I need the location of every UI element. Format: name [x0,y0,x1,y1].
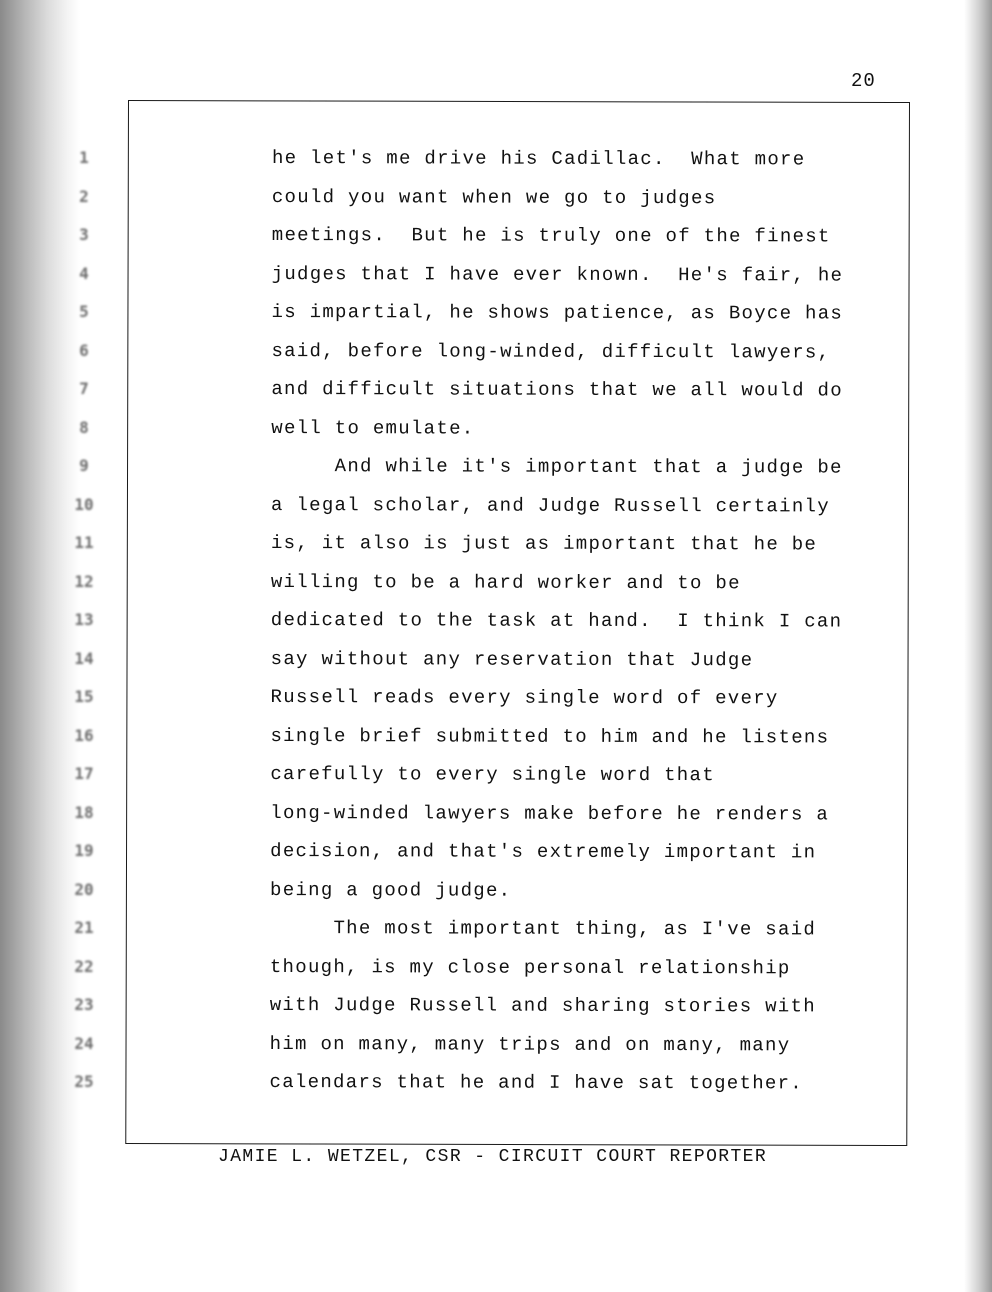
transcript-line: said, before long-winded, difficult lawyers, [271,339,831,363]
page-edge-shadow [964,0,992,1292]
line-number: 20 [74,879,94,899]
transcript-line: The most important thing, as I've said [269,916,817,941]
line-number: 6 [79,340,89,360]
transcript-line: calendars that he and I have sat together. [269,1070,804,1095]
line-number: 3 [79,225,89,244]
transcript-body [269,145,892,1109]
transcript-line: meetings. But he is truly one of the finest [271,223,831,248]
transcript-line: with Judge Russell and sharing stories with [269,993,816,1018]
line-number: 14 [74,648,94,668]
line-number: 5 [79,302,89,321]
line-number: 1 [79,148,89,167]
transcript-line: willing to be a hard worker and to be [270,570,741,594]
line-number: 4 [79,263,89,283]
line-number: 11 [74,533,94,552]
line-number-column [66,145,102,1108]
line-number: 17 [74,764,94,783]
transcript-line: long-winded lawyers make before he renders a [270,801,830,825]
line-number: 19 [74,841,94,860]
transcript-line: is impartial, he shows patience, as Boyce has [271,300,844,325]
transcript-line: carefully to every single word that [270,762,715,787]
line-number: 15 [74,687,94,706]
transcript-line: a legal scholar, and Judge Russell certainly [271,493,830,517]
transcript-line: decision, and that's extremely important in [270,839,817,864]
line-number: 16 [74,725,94,745]
transcript-line: say without any reservation that Judge [270,647,754,671]
transcript-line: And while it's important that a judge be [271,454,843,479]
line-number: 24 [74,1033,94,1053]
court-reporter-footer: JAMIE L. WETZEL, CSR - CIRCUIT COURT REPORTER [218,1147,768,1167]
line-number: 22 [74,956,94,976]
page-number: 20 [851,70,876,92]
transcript-line: judges that I have ever known. He's fair, he [271,262,844,286]
line-number: 7 [79,379,89,398]
line-number: 23 [74,995,94,1014]
line-number: 13 [74,610,94,629]
transcript-line: single brief submitted to him and he listens [270,724,830,748]
transcript-line: Russell reads every single word of every [270,685,779,710]
line-number: 18 [74,802,94,822]
line-number: 9 [79,456,89,475]
transcript-line: and difficult situations that we all would do [271,377,843,402]
transcript-line: is, it also is just as important that he be [270,531,818,556]
transcript-line: well to emulate. [271,416,475,440]
transcript-line: dedicated to the task at hand. I think I can [270,608,843,633]
line-number: 8 [79,417,89,437]
line-number: 25 [74,1072,94,1091]
line-number: 2 [79,186,89,206]
line-number: 21 [74,918,94,937]
transcript-line: he let's me drive his Cadillac. What more [271,147,806,171]
transcript-line: could you want when we go to judges [271,185,717,209]
line-number: 10 [74,494,94,514]
transcript-line: being a good judge. [270,878,512,902]
line-number: 12 [74,571,94,591]
transcript-line: him on many, many trips and on many, many [269,1032,791,1056]
transcript-line: though, is my close personal relationship [269,955,791,979]
